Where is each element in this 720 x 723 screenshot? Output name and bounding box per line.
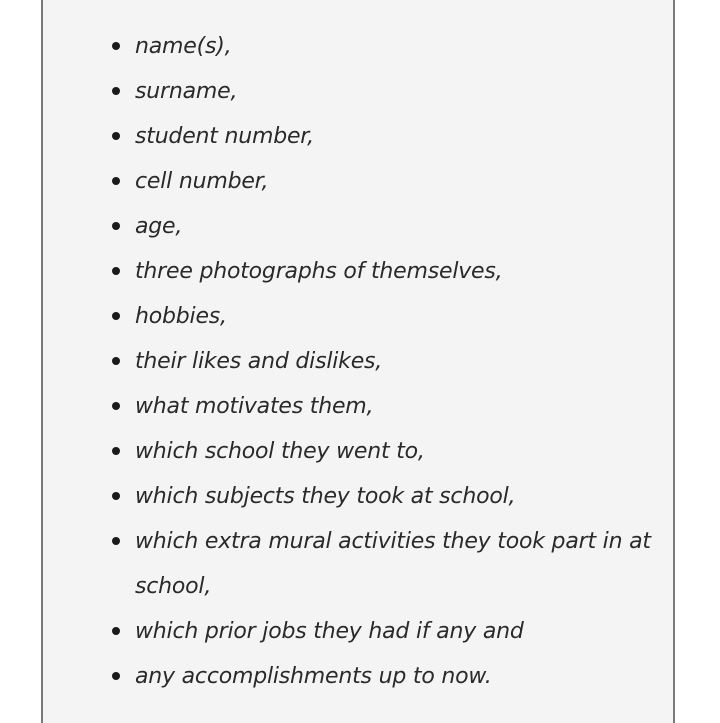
list-item [43,609,673,654]
list-item [43,249,673,294]
list-item-text: hobbies, [135,304,227,329]
bullet-dot-icon [112,267,120,275]
list-item-text: age, [135,214,183,239]
list-item [43,114,673,159]
list-item-text: which extra mural activities they took part in at school, [135,529,651,599]
bullet-dot-icon [112,132,120,140]
list-item [43,519,673,609]
bullet-dot-icon [112,222,120,230]
list-item [43,384,673,429]
bullet-dot-icon [112,357,120,365]
list-item-text: student number, [135,124,314,149]
list-item-text: three photographs of themselves, [135,259,503,284]
bullet-dot-icon [112,42,120,50]
bullet-dot-icon [112,177,120,185]
list-item [43,339,673,384]
list-item [43,654,673,699]
list-item-text: name(s), [135,34,232,59]
list-item-text: cell number, [135,169,269,194]
list-item-text: surname, [135,79,238,104]
bullet-dot-icon [112,447,120,455]
list-item-text: which school they went to, [135,439,425,464]
bullet-dot-icon [112,537,120,545]
bullet-list [43,24,673,699]
list-item-text: what motivates them, [135,394,374,419]
bullet-dot-icon [112,492,120,500]
bullet-dot-icon [112,87,120,95]
bullet-dot-icon [112,312,120,320]
bullet-dot-icon [112,627,120,635]
list-item [43,474,673,519]
list-item-text: any accomplishments up to now. [135,664,492,689]
list-item [43,24,673,69]
list-item-text: their likes and dislikes, [135,349,383,374]
list-item-text: which prior jobs they had if any and [135,619,524,644]
list-item [43,294,673,339]
list-item-text: which subjects they took at school, [135,484,516,509]
list-item [43,204,673,249]
list-item [43,429,673,474]
bullet-dot-icon [112,402,120,410]
list-item [43,159,673,204]
document-panel [41,0,675,723]
list-item [43,69,673,114]
bullet-dot-icon [112,672,120,680]
